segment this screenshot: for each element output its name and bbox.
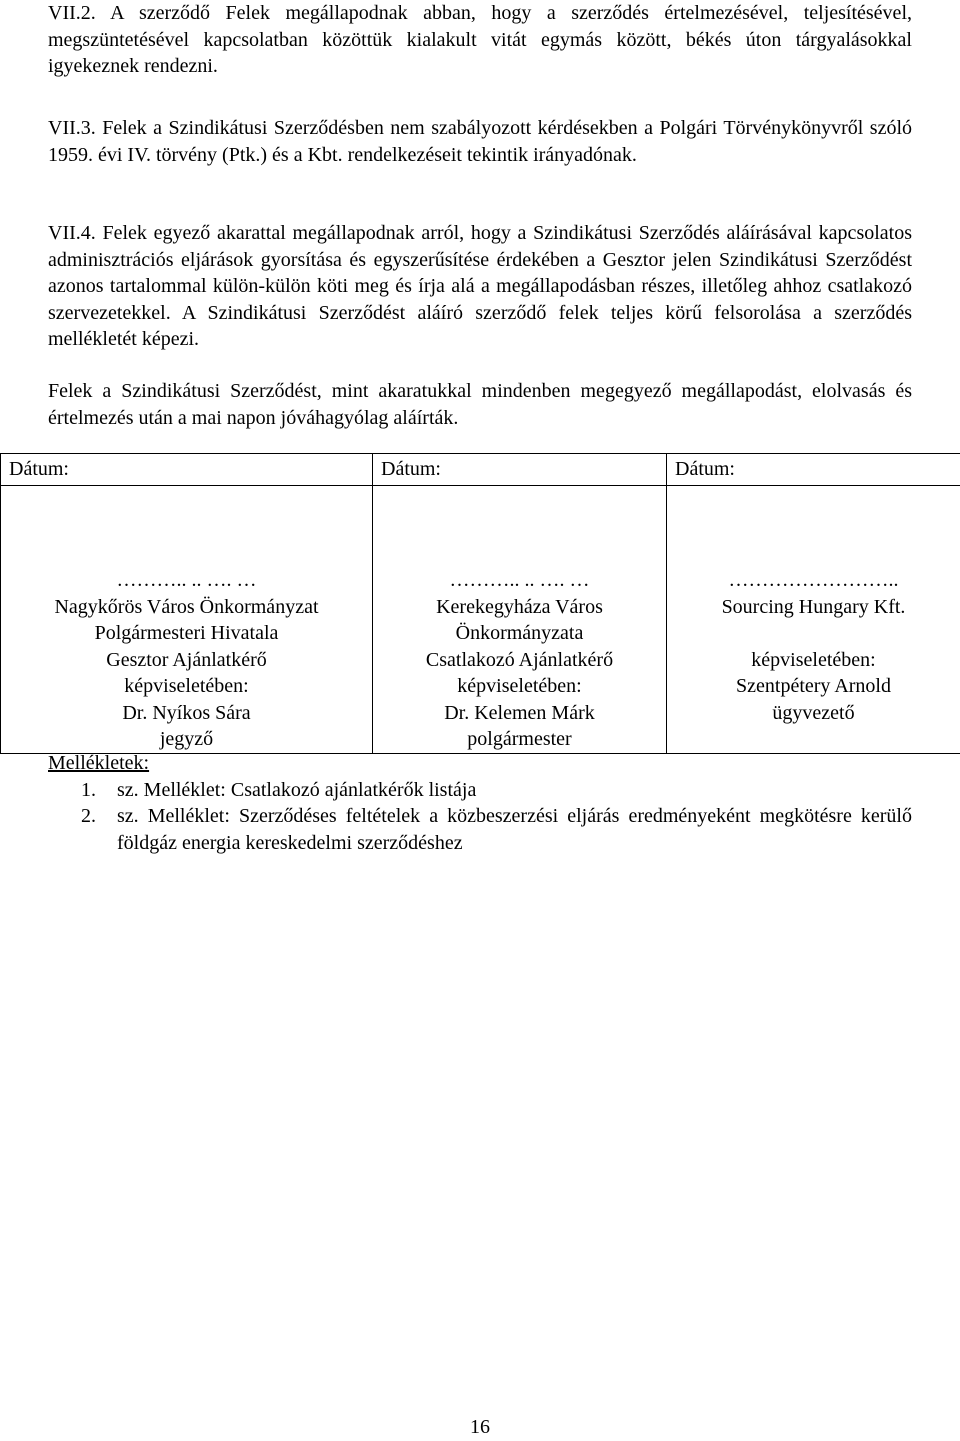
signature-line: ……….. .. …. …: [1, 567, 372, 594]
date-cell-3: Dátum:: [667, 454, 960, 486]
paragraph-vii-4: VII.4. Felek egyező akarattal megállapodnak arról, hogy a Szindikátusi Szerződés aláírásával kapcsolatos adminisztrációs eljárások gyorsítása és egyszerűsítése érdekében a Gesztor jelen Szindikátusi Szerződést azonos tartalommal külön-külön köti meg és írja alá a megállapodásban részes, illetőleg ahhoz csatlakozó szervezetekkel. A Szindikátusi Szerződést aláíró szerződő felek teljes körű felsorolása a szerződés mellékletét képezi.: [48, 220, 912, 353]
party-role: Gesztor Ajánlatkérő: [1, 647, 372, 674]
representative-name: Dr. Kelemen Márk: [373, 700, 666, 727]
representation-label: képviseletében:: [667, 647, 960, 674]
signature-cell-3: [667, 486, 960, 754]
paragraph-vii-3: VII.3. Felek a Szindikátusi Szerződésben nem szabályozott kérdésekben a Polgári Törvénykönyvről szóló 1959. évi IV. törvény (Ptk.) és a Kbt. rendelkezéseit tekintik irányadónak.: [48, 115, 912, 168]
representative-name: Dr. Nyíkos Sára: [1, 700, 372, 727]
date-cell-2: Dátum:: [373, 454, 667, 486]
representative-title: ügyvezető: [667, 700, 960, 727]
date-row: [1, 454, 960, 486]
annex-text: sz. Melléklet: Csatlakozó ajánlatkérők listája: [117, 777, 912, 804]
party-name: Sourcing Hungary Kft.: [667, 594, 960, 621]
blank-line: [667, 620, 960, 647]
party-name: Polgármesteri Hivatala: [1, 620, 372, 647]
date-cell-1: Dátum:: [1, 454, 373, 486]
annex-text: sz. Melléklet: Szerződéses feltételek a közbeszerzési eljárás eredményeként megkötésre kerülő földgáz energia kereskedelmi szerződéshez: [117, 803, 912, 856]
signature-cell-1: [1, 486, 373, 754]
representative-title: polgármester: [373, 726, 666, 753]
paragraph-vii-2: VII.2. A szerződő Felek megállapodnak abban, hogy a szerződés értelmezésével, teljesítésével, megszüntetésével kapcsolatban közöttük kialakult vitát egymás között, békés úton tárgyalásokkal igyekeznek rendezni.: [48, 0, 912, 80]
signature-cell-2: [373, 486, 667, 754]
annex-number: 2.: [48, 803, 117, 856]
annexes-list: [48, 777, 912, 857]
party-role: Csatlakozó Ajánlatkérő: [373, 647, 666, 674]
annex-item: [48, 777, 912, 804]
annex-item: [48, 803, 912, 856]
annex-number: 1.: [48, 777, 117, 804]
party-name: Nagykőrös Város Önkormányzat: [1, 594, 372, 621]
signature-line: ……………………..: [667, 567, 960, 594]
party-name: Kerekegyháza Város: [373, 594, 666, 621]
signature-row: [1, 486, 960, 754]
annexes-section: [48, 750, 912, 856]
page-number: 16: [0, 1414, 960, 1441]
paragraph-closing: Felek a Szindikátusi Szerződést, mint akaratukkal mindenben megegyező megállapodást, elolvasás és értelmezés után a mai napon jóváhagyólag aláírták.: [48, 378, 912, 431]
representation-label: képviseletében:: [373, 673, 666, 700]
representative-title: jegyző: [1, 726, 372, 753]
representation-label: képviseletében:: [1, 673, 372, 700]
signature-line: ……….. .. …. …: [373, 567, 666, 594]
party-name: Önkormányzata: [373, 620, 666, 647]
annexes-title: Mellékletek:: [48, 750, 912, 777]
representative-name: Szentpétery Arnold: [667, 673, 960, 700]
signature-table: [0, 453, 960, 754]
